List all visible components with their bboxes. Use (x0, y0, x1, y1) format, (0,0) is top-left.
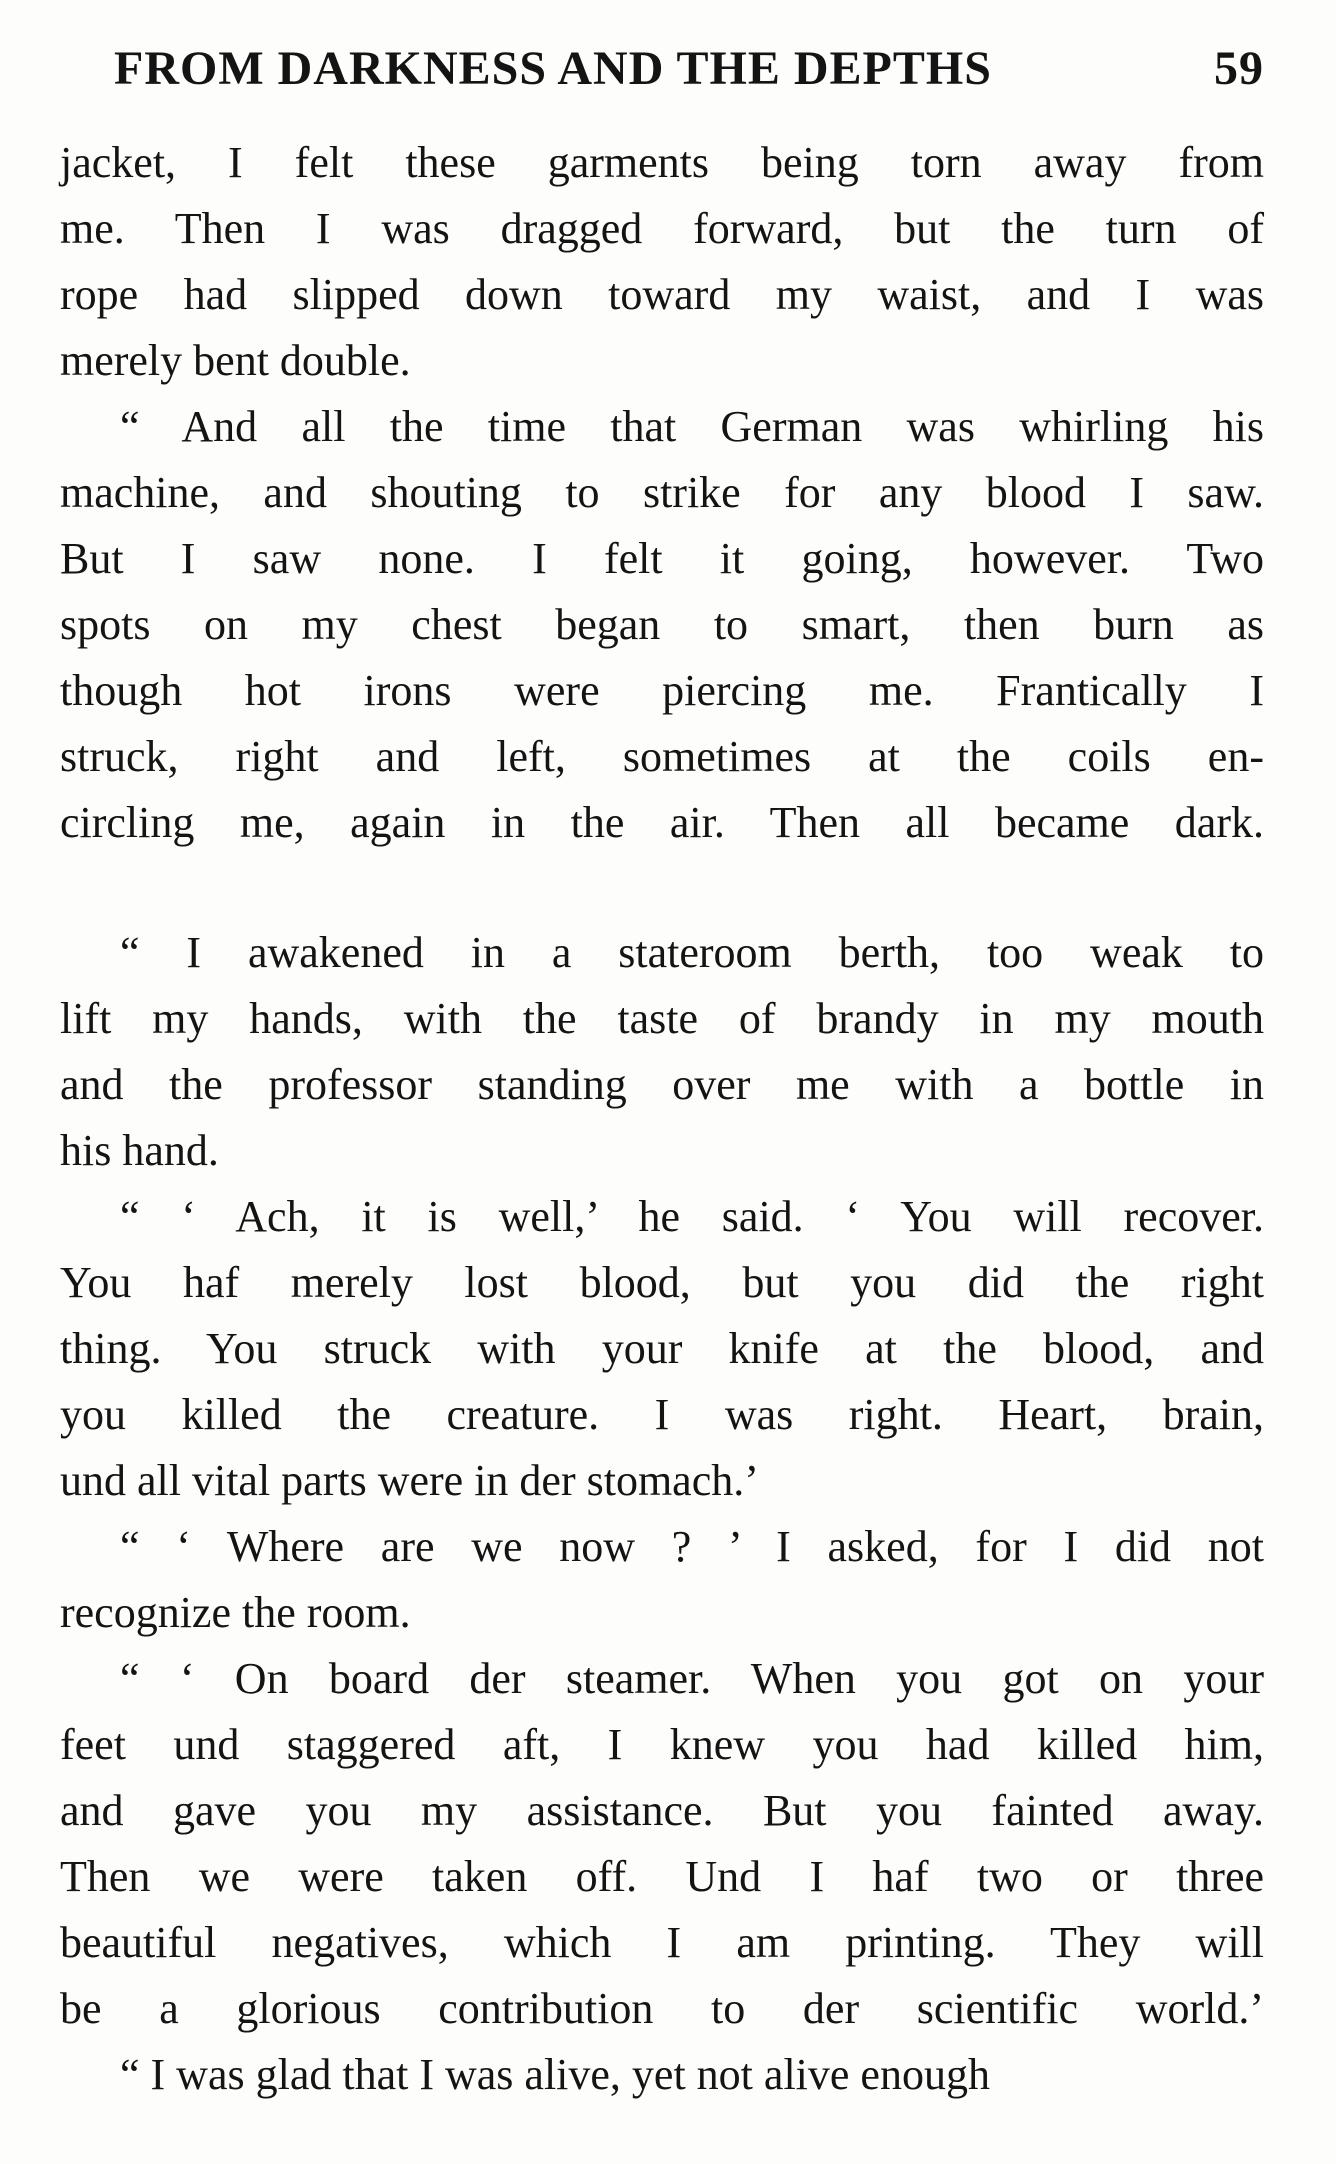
text-line: recognize the room. (60, 1588, 411, 1637)
page-number: 59 (1214, 42, 1264, 95)
text-line: “ I was glad that I was alive, yet not alive enough (120, 2050, 990, 2099)
text-line: machine, and shouting to strike for any blood I saw. (60, 468, 1264, 517)
text-line: struck, right and left, sometimes at the coils en- (60, 732, 1264, 781)
running-head-title: FROM DARKNESS AND THE DEPTHS (114, 42, 992, 95)
text-line: Then we were taken off. Und I haf two or three (60, 1852, 1264, 1901)
text-line: But I saw none. I felt it going, however. Two (60, 534, 1264, 583)
text-line: though hot irons were piercing me. Frantically I (60, 666, 1264, 715)
text-line: spots on my chest began to smart, then burn as (60, 600, 1264, 649)
text-line: “ ‘ Where are we now ? ’ I asked, for I did not (120, 1522, 1264, 1571)
running-head (84, 34, 1264, 104)
text-line: “ ‘ Ach, it is well,’ he said. ‘ You will recover. (120, 1192, 1264, 1241)
text-line: thing. You struck with your knife at the blood, and (60, 1324, 1264, 1373)
text-line: lift my hands, with the taste of brandy in my mouth (60, 994, 1264, 1043)
text-line: feet und staggered aft, I knew you had killed him, (60, 1720, 1264, 1769)
text-line: “ I awakened in a stateroom berth, too weak to (120, 928, 1264, 977)
text-line: beautiful negatives, which I am printing. They will (60, 1918, 1264, 1967)
text-block-bottom (60, 920, 1264, 2108)
text-line: You haf merely lost blood, but you did the right (60, 1258, 1264, 1307)
text-line: circling me, again in the air. Then all became dark. (60, 798, 1264, 847)
text-line: be a glorious contribution to der scientific world.’ (60, 1984, 1264, 2033)
text-line: you killed the creature. I was right. Heart, brain, (60, 1390, 1264, 1439)
text-block-top (60, 130, 1264, 856)
text-line: and the professor standing over me with a bottle in (60, 1060, 1264, 1109)
text-line: rope had slipped down toward my waist, and I was (60, 270, 1264, 319)
text-line: merely bent double. (60, 336, 411, 385)
text-line: jacket, I felt these garments being torn away from (60, 138, 1264, 187)
text-line: “ ‘ On board der steamer. When you got on your (120, 1654, 1264, 1703)
text-line: his hand. (60, 1126, 219, 1175)
text-line: and gave you my assistance. But you fainted away. (60, 1786, 1264, 1835)
text-line: “ And all the time that German was whirling his (120, 402, 1264, 451)
text-line: und all vital parts were in der stomach.’ (60, 1456, 759, 1505)
text-line: me. Then I was dragged forward, but the turn of (60, 204, 1264, 253)
